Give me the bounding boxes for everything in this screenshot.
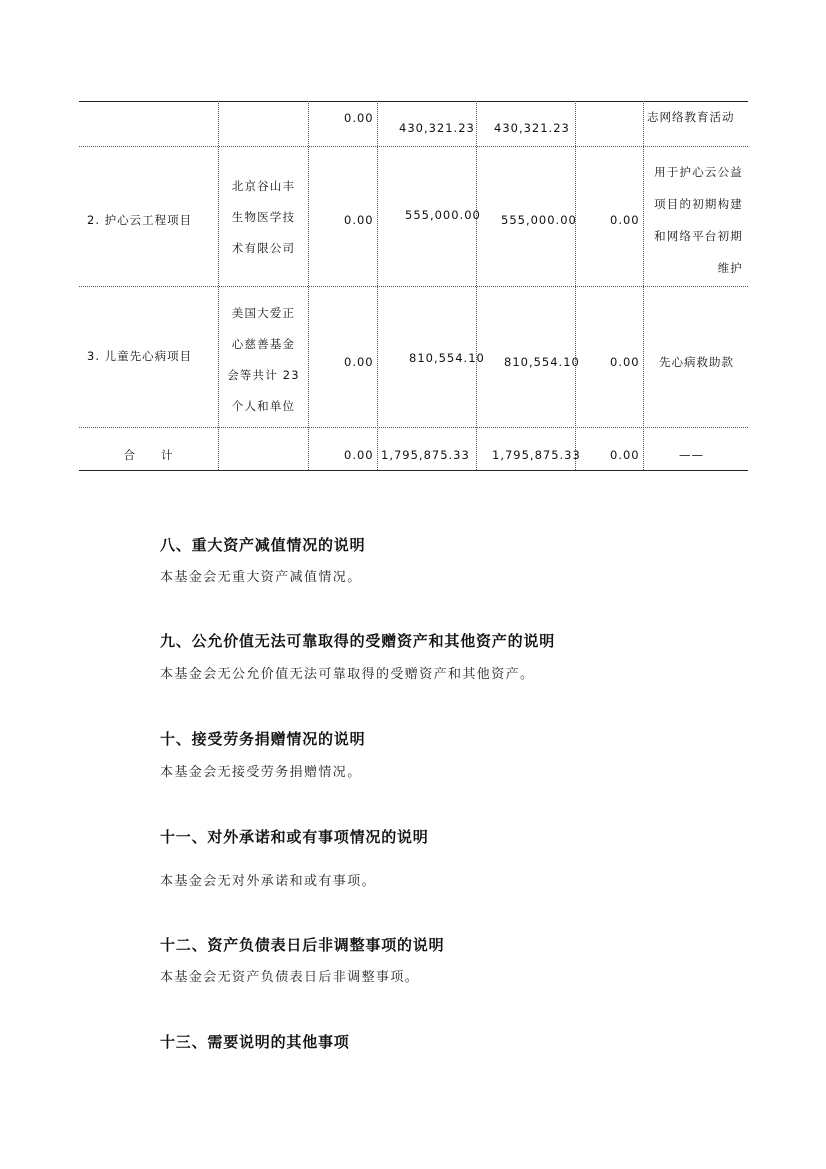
table-cell: 先心病救助款 (659, 355, 734, 369)
section-text: 本基金会无公允价值无法可靠取得的受赠资产和其他资产。 (160, 667, 535, 682)
table-cell: 555,000.00 (501, 213, 577, 227)
section-text: 本基金会无资产负债表日后非调整事项。 (160, 970, 420, 985)
donor-line: 美国大爱正 (231, 306, 296, 320)
purpose-line: 用于护心云公益 (654, 165, 743, 179)
table-cell: 810,554.10 (504, 355, 580, 369)
section-text: 本基金会无对外承诺和或有事项。 (160, 874, 377, 889)
table-cell: 0.00 (344, 213, 374, 227)
table-cell: 0.00 (610, 448, 640, 462)
donor-cell (218, 298, 309, 422)
column-divider (575, 101, 576, 470)
row-divider (79, 286, 748, 287)
purpose-line: 项目的初期构建 (654, 197, 743, 211)
table-cell: 0.00 (610, 355, 640, 369)
table-cell: 1,795,875.33 (381, 448, 470, 462)
row-divider (79, 427, 748, 428)
section-heading: 八、重大资产减值情况的说明 (160, 536, 366, 554)
donor-line: 会等共计 23 (227, 368, 300, 382)
column-divider (377, 101, 378, 470)
table-cell: 555,000.00 (405, 208, 481, 222)
table-cell: 0.00 (610, 213, 640, 227)
column-divider (476, 101, 477, 470)
section-heading: 九、公允价值无法可靠取得的受赠资产和其他资产的说明 (160, 632, 556, 650)
donor-cell (218, 171, 309, 264)
table-cell: 430,321.23 (494, 121, 570, 135)
table-bottom-rule (79, 470, 748, 471)
section-heading: 十一、对外承诺和或有事项情况的说明 (160, 828, 429, 846)
purpose-cell (643, 156, 743, 284)
donor-line: 生物医学技 (231, 210, 296, 224)
table-cell: 430,321.23 (399, 121, 475, 135)
donor-line: 北京谷山丰 (231, 179, 296, 193)
section-heading: 十、接受劳务捐赠情况的说明 (160, 730, 366, 748)
donor-line: 心慈善基金 (231, 337, 296, 351)
table-cell: 0.00 (344, 448, 374, 462)
section-text: 本基金会无重大资产减值情况。 (160, 570, 362, 585)
table-cell: —— (679, 448, 704, 462)
table-cell: 810,554.10 (409, 351, 485, 365)
project-name: 3. 儿童先心病项目 (87, 349, 193, 363)
purpose-line: 和网络平台初期 (654, 229, 743, 243)
table-cell: 志网络教育活动 (647, 110, 735, 124)
table-cell: 1,795,875.33 (492, 448, 581, 462)
row-divider (79, 146, 748, 147)
section-heading: 十三、需要说明的其他事项 (160, 1033, 350, 1051)
purpose-line: 维护 (717, 261, 743, 275)
table-cell: 0.00 (344, 111, 374, 125)
table-cell: 0.00 (344, 355, 374, 369)
total-label: 合 计 (123, 448, 174, 462)
section-text: 本基金会无接受劳务捐赠情况。 (160, 765, 362, 780)
donor-line: 个人和单位 (231, 399, 296, 413)
project-name: 2. 护心云工程项目 (87, 213, 193, 227)
section-heading: 十二、资产负债表日后非调整事项的说明 (160, 936, 445, 954)
table-top-rule (79, 101, 748, 102)
donor-line: 术有限公司 (231, 241, 296, 255)
